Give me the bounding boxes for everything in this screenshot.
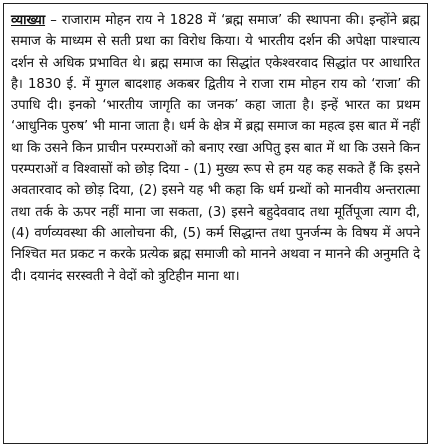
explanation-heading: व्याख्या (11, 13, 46, 28)
explanation-paragraph (11, 10, 420, 287)
explanation-body: – राजाराम मोहन राय ने 1828 में ‘ब्रह्म समाज’ की स्थापना की। इन्होंने ब्रह्म समाज के माध्यम से सती प्रथा का विरोध किया। ये भारतीय दर्शन की अपेक्षा पाश्चात्य दर्शन से अधिक प्रभावित थे। ब्रह्म समाज का सिद्धांत एकेश्वरवाद सिद्धांत पर आधारित है। 1830 ई. में मुगल बादशाह अकबर द्वितीय ने राजा राम मोहन राय को ‘राजा’ की उपाधि दी। इनको ‘भारतीय जागृति का जनक’ कहा जाता है। इन्हें भारत का प्रथम ‘आधुनिक पुरुष’ भी माना जाता है। धर्म के क्षेत्र में ब्रह्म समाज का महत्व इस बात में नहीं था कि उसने किन प्राचीन परम्पराओं को बनाए रखा अपितु इस बात में था कि उसने किन परम्पराओं व विश्वासों को छोड़ दिया - (1) मुख्य रूप से हम यह कह सकते हैं कि इसने अवतारवाद को छोड़ दिया, (2) इसने यह भी कहा कि धर्म ग्रन्थों को मानवीय अन्तरात्मा तथा तर्क के ऊपर नहीं माना जा सकता, (3) इसने बहुदेववाद तथा मूर्तिपूजा त्याग दी, (4) वर्णव्यवस्था की आलोचना की, (5) कर्म सिद्धान्त तथा पुनर्जन्म के विषय में अपने निश्चित मत प्रकट न करके प्रत्येक ब्रह्म समाजी को मानने अथवा न मानने की अनुमति दे दी। दयानंद सरस्वती ने वेदों को त्रुटिहीन माना था। (11, 13, 420, 284)
explanation-box (3, 3, 428, 444)
